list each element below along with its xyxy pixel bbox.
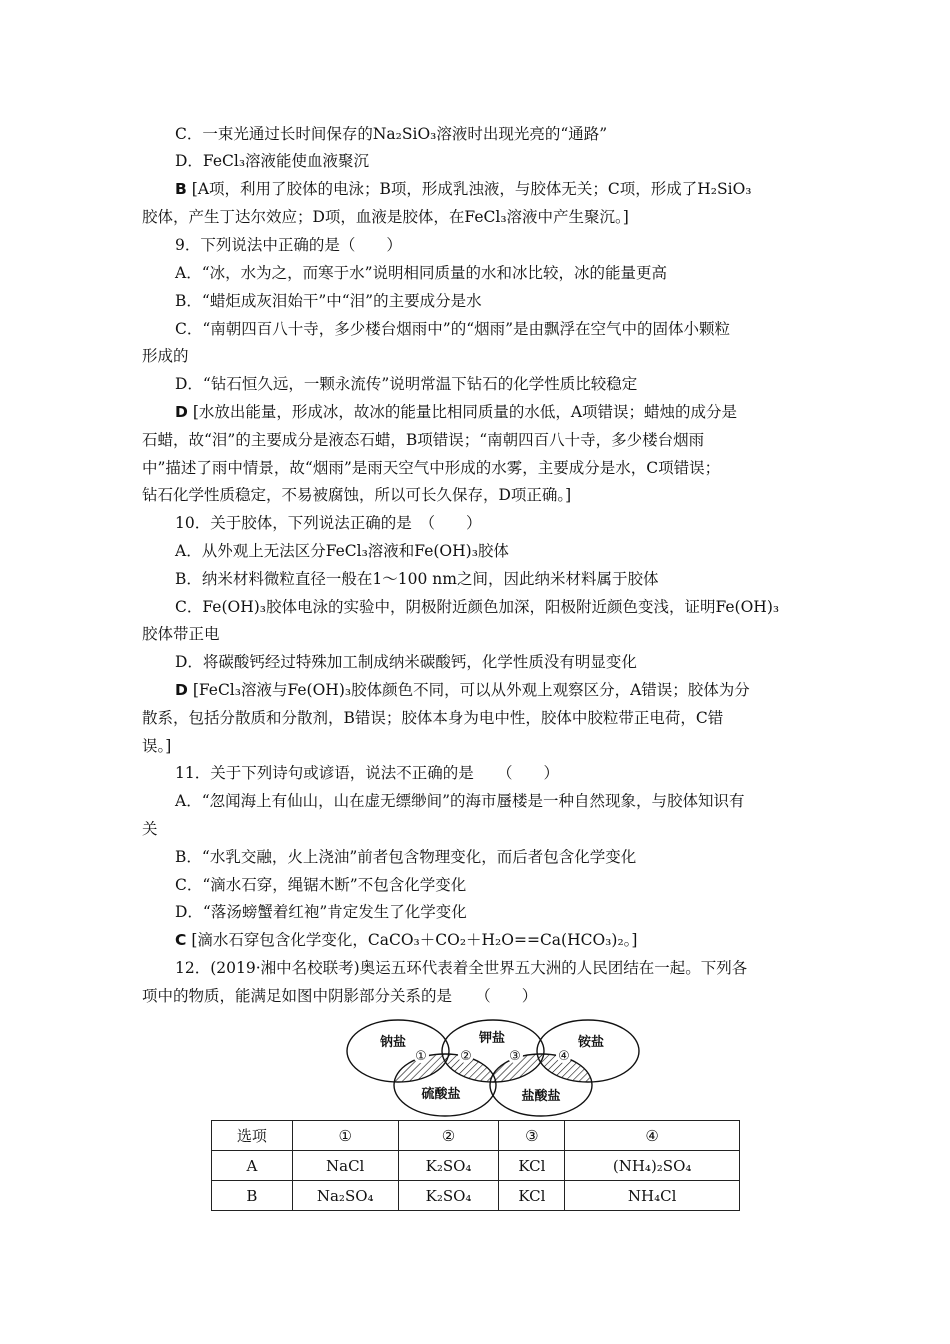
table-cell: B	[212, 1181, 293, 1211]
q10-answer-line-1: D [FeCl₃溶液与Fe(OH)₃胶体颜色不同，可以从外观上观察区分，A错误；胶体为分	[175, 681, 750, 699]
q10-answer-line-2: 散系，包括分散质和分散剂，B错误；胶体本身为电中性，胶体中胶粒带正电荷，C错	[142, 709, 724, 727]
q8-option-c: C．一束光通过长时间保存的Na₂SiO₃溶液时出现光亮的“通路”	[175, 125, 608, 143]
table-cell: K₂SO₄	[398, 1151, 499, 1181]
label-sulfate: 硫酸盐	[421, 1087, 461, 1102]
ring-potassium-salt	[442, 1020, 544, 1082]
q8-option-d: D．FeCl₃溶液能使血液聚沉	[175, 152, 370, 170]
q11-answer-line-1: C [滴水石穿包含化学变化，CaCO₃＋CO₂＋H₂O==Ca(HCO₃)₂。]	[175, 931, 638, 949]
table-header-cell: ②	[398, 1121, 499, 1151]
q11-stem: 11．关于下列诗句或谚语，说法不正确的是 （ ）	[175, 764, 559, 782]
q9-option-c-cont: 形成的	[142, 347, 189, 365]
marker-3: ③	[509, 1049, 521, 1064]
table-header-row	[212, 1121, 740, 1151]
table-cell: (NH₄)₂SO₄	[565, 1151, 740, 1181]
q9-stem: 9．下列说法中正确的是（ ）	[175, 236, 402, 254]
q11-option-d: D．“落汤螃蟹着红袍”肯定发生了化学变化	[175, 903, 467, 921]
table-header-cell: ①	[292, 1121, 398, 1151]
label-potassium-salt: 钾盐	[478, 1031, 506, 1046]
q9-option-a: A．“冰，水为之，而寒于水”说明相同质量的水和冰比较，冰的能量更高	[175, 264, 668, 282]
q10-option-b: B．纳米材料微粒直径一般在1～100 nm之间，因此纳米材料属于胶体	[175, 570, 659, 588]
q8-answer-letter: B	[175, 180, 187, 198]
q12-stem-cont: 项中的物质，能满足如图中阴影部分关系的是 （ ）	[142, 987, 538, 1005]
table-header-cell: 选项	[212, 1121, 293, 1151]
table-cell: K₂SO₄	[398, 1181, 499, 1211]
q10-option-a: A．从外观上无法区分FeCl₃溶液和Fe(OH)₃胶体	[175, 542, 509, 560]
q10-answer-line-3: 误。]	[142, 737, 172, 755]
q11-option-a: A．“忽闻海上有仙山，山在虚无缥缈间”的海市蜃楼是一种自然现象，与胶体知识有	[175, 792, 745, 810]
options-table	[211, 1120, 740, 1211]
q9-option-b: B．“蜡炬成灰泪始干”中“泪”的主要成分是水	[175, 292, 482, 310]
q11-option-a-cont: 关	[142, 820, 158, 838]
table-cell: NH₄Cl	[565, 1181, 740, 1211]
table-cell: KCl	[499, 1181, 565, 1211]
q9-answer-line-1: D [水放出能量，形成冰，故冰的能量比相同质量的水低，A项错误；蜡烛的成分是	[175, 403, 738, 421]
q9-option-c: C．“南朝四百八十寺，多少楼台烟雨中”的“烟雨”是由飘浮在空气中的固体小颗粒	[175, 320, 731, 338]
marker-1: ①	[415, 1049, 427, 1064]
q10-stem: 10．关于胶体，下列说法正确的是 （ ）	[175, 514, 482, 532]
table-header-cell: ③	[499, 1121, 565, 1151]
q9-answer-letter: D	[175, 403, 188, 421]
q9-answer-line-2: 石蜡，故“泪”的主要成分是液态石蜡，B项错误；“南朝四百八十寺，多少楼台烟雨	[142, 431, 705, 449]
q9-answer-line-3: 中”描述了雨中情景，故“烟雨”是雨天空气中形成的水雾，主要成分是水，C项错误；	[142, 459, 721, 477]
q10-option-d: D．将碳酸钙经过特殊加工制成纳米碳酸钙，化学性质没有明显变化	[175, 653, 637, 671]
label-chloride: 盐酸盐	[521, 1089, 561, 1104]
marker-2: ②	[460, 1049, 472, 1064]
q9-answer-line-4: 钻石化学性质稳定，不易被腐蚀，所以可长久保存，D项正确。]	[142, 486, 572, 504]
table-row	[212, 1151, 740, 1181]
q10-answer-letter: D	[175, 681, 188, 699]
marker-4: ④	[558, 1049, 570, 1064]
label-sodium-salt: 钠盐	[379, 1035, 407, 1050]
table-cell: NaCl	[292, 1151, 398, 1181]
q10-option-c: C．Fe(OH)₃胶体电泳的实验中，阴极附近颜色加深，阳极附近颜色变浅，证明Fe(OH)₃	[175, 598, 780, 616]
olympic-rings-venn-diagram	[345, 1018, 645, 1118]
table-header-cell: ④	[565, 1121, 740, 1151]
q12-stem: 12．(2019·湘中名校联考)奥运五环代表着全世界五大洲的人民团结在一起。下列各	[175, 959, 748, 977]
q10-option-c-cont: 胶体带正电	[142, 625, 220, 643]
q8-answer-line-1: B [A项，利用了胶体的电泳；B项，形成乳浊液，与胶体无关；C项，形成了H₂SiO₃	[175, 180, 752, 198]
table-cell: A	[212, 1151, 293, 1181]
table-row	[212, 1181, 740, 1211]
q9-option-d: D．“钻石恒久远，一颗永流传”说明常温下钻石的化学性质比较稳定	[175, 375, 638, 393]
table-cell: Na₂SO₄	[292, 1181, 398, 1211]
q11-option-c: C．“滴水石穿，绳锯木断”不包含化学变化	[175, 876, 467, 894]
q8-answer-line-2: 胶体，产生丁达尔效应；D项，血液是胶体，在FeCl₃溶液中产生聚沉。]	[142, 208, 629, 226]
label-ammonium-salt: 铵盐	[577, 1035, 605, 1050]
q11-option-b: B．“水乳交融，火上浇油”前者包含物理变化，而后者包含化学变化	[175, 848, 637, 866]
table-cell: KCl	[499, 1151, 565, 1181]
q11-answer-letter: C	[175, 931, 187, 949]
